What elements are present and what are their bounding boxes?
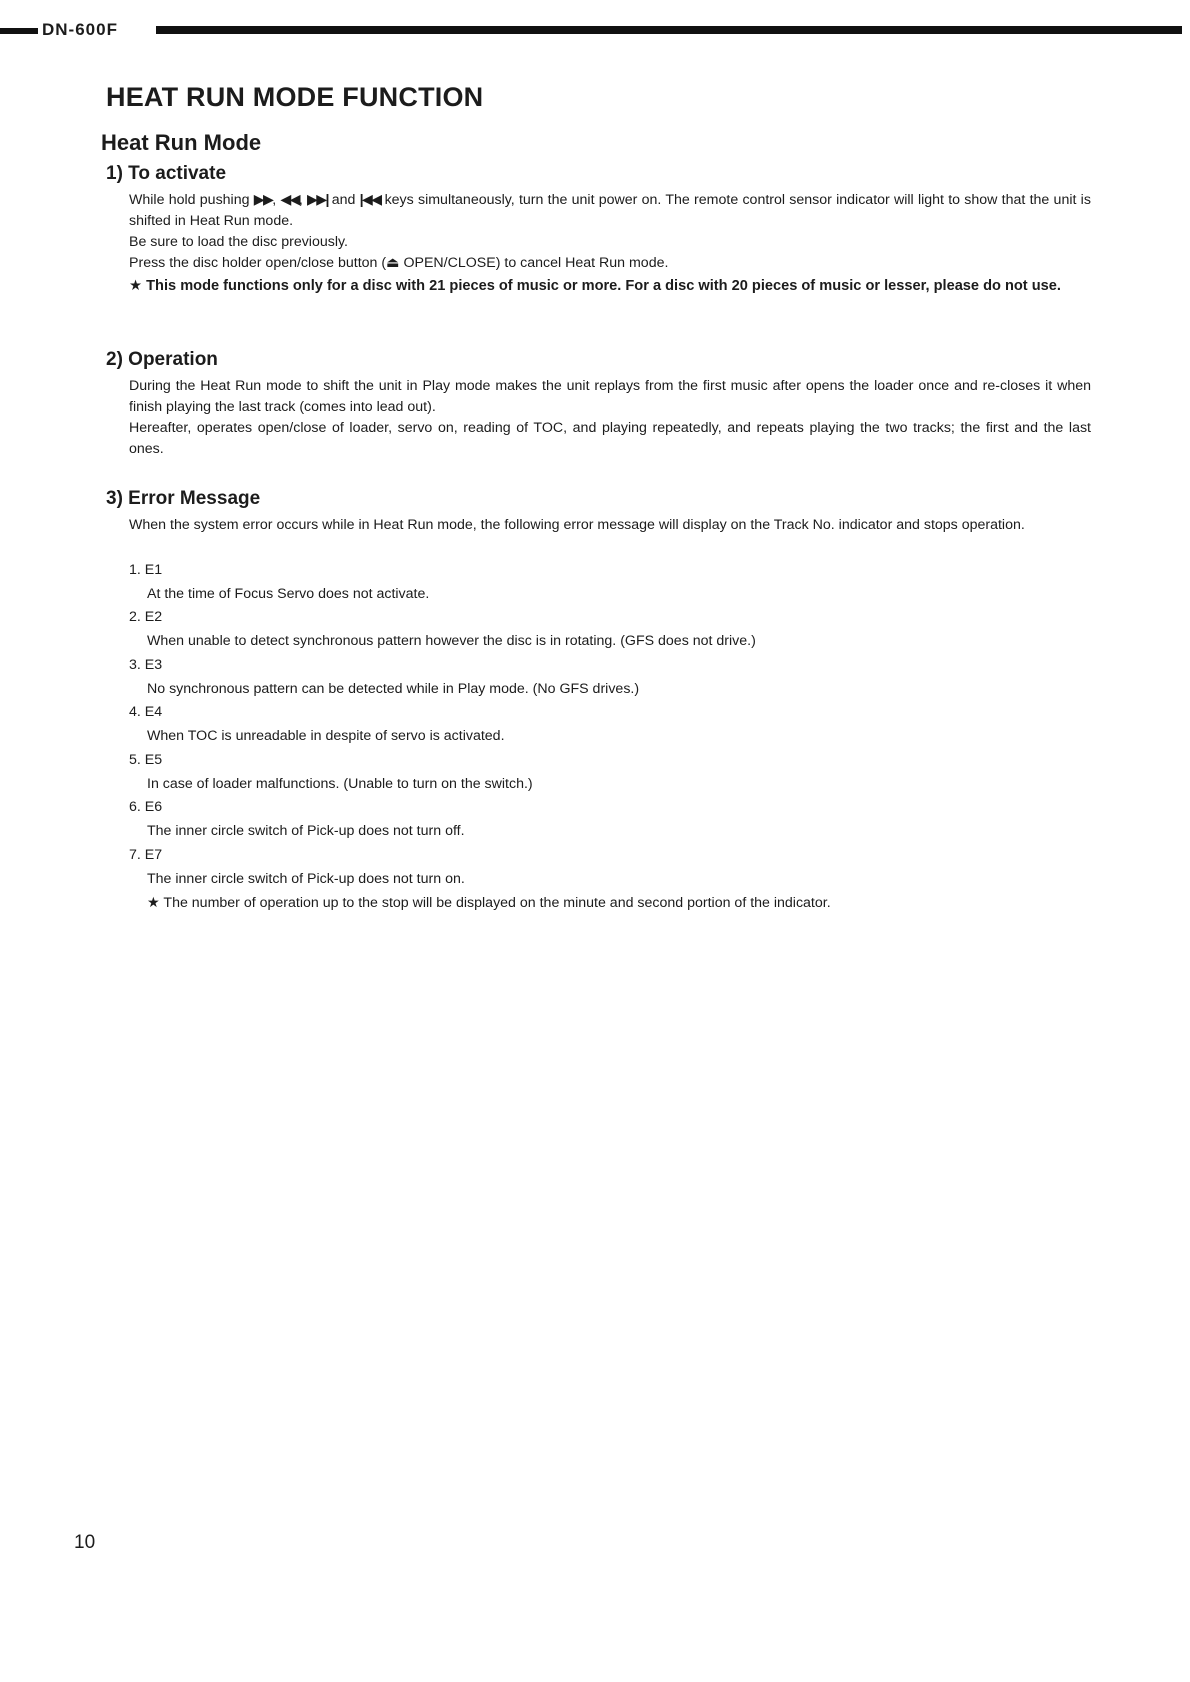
operation-paragraph-1: During the Heat Run mode to shift the unit in Play mode makes the unit replays from the first music after opens the loader once and re-closes it when finish playing the last track (comes into lead out). [129, 378, 1091, 415]
header-bar [0, 20, 1182, 40]
activate-paragraph-2: Be sure to load the disc previously. [129, 234, 348, 250]
header-rule-left [0, 28, 38, 34]
operation-paragraph-2: Hereafter, operates open/close of loader, servo on, reading of TOC, and playing repeatedly, and repeats playing the two tracks; the first and the last ones. [129, 420, 1091, 457]
error-code: 4. E4 [129, 704, 163, 720]
error-description: No synchronous pattern can be detected while in Play mode. (No GFS drives.) [147, 681, 640, 697]
error-note: ★ The number of operation up to the stop will be displayed on the minute and second portion of the indicator. [147, 895, 831, 911]
error-code: 6. E6 [129, 799, 163, 815]
error-description: When unable to detect synchronous pattern however the disc is in rotating. (GFS does not drive.) [147, 633, 756, 649]
and-word: and [331, 192, 356, 208]
error-code: 3. E3 [129, 657, 163, 673]
page-number: 10 [74, 1532, 96, 1553]
error-code: 1. E1 [129, 562, 163, 578]
error-description: At the time of Focus Servo does not activate. [147, 586, 430, 602]
error-description: The inner circle switch of Pick-up does not turn on. [147, 871, 465, 887]
skip-forward-icon: ▶▶| [307, 192, 328, 208]
rewind-icon: ◀◀ [280, 192, 299, 208]
cancel-text-a: Press the disc holder open/close button ( [129, 255, 387, 271]
skip-back-icon: |◀◀ [359, 192, 381, 208]
activate-paragraph-3 [129, 253, 1091, 274]
model-name: DN-600F [42, 20, 118, 39]
separator: , [298, 192, 303, 208]
activate-paragraph-1 [129, 190, 1091, 232]
error-description: The inner circle switch of Pick-up does not turn off. [147, 823, 465, 839]
fast-forward-icon: ▶▶ [253, 192, 273, 208]
header-rule-right [156, 26, 1182, 34]
activate-note: ★ This mode functions only for a disc with 21 pieces of music or more. For a disc with 20 pieces of music or lesser, please do not use. [129, 278, 1061, 294]
section-title: Heat Run Mode [101, 130, 262, 155]
activate-text-a: While hold pushing [129, 192, 250, 208]
separator: , [272, 192, 277, 208]
error-code: 7. E7 [129, 847, 163, 863]
heading-operation: 2) Operation [106, 349, 218, 370]
error-code: 2. E2 [129, 609, 163, 625]
heading-error-message: 3) Error Message [106, 488, 261, 509]
page-title: HEAT RUN MODE FUNCTION [106, 82, 484, 112]
activate-text-b: keys simultaneously, turn the unit power on. The remote control sensor indicator will light to show that the unit is shifted in Heat Run mode. [129, 192, 1091, 229]
error-code: 5. E5 [129, 752, 163, 768]
error-description: When TOC is unreadable in despite of servo is activated. [147, 728, 505, 744]
error-intro: When the system error occurs while in Heat Run mode, the following error message will display on the Track No. indicator and stops operation. [129, 517, 1025, 533]
eject-icon: ⏏ [386, 255, 400, 271]
error-description: In case of loader malfunctions. (Unable to turn on the switch.) [147, 776, 533, 792]
cancel-text-b: OPEN/CLOSE) to cancel Heat Run mode. [403, 255, 669, 271]
heading-activate: 1) To activate [106, 163, 227, 184]
